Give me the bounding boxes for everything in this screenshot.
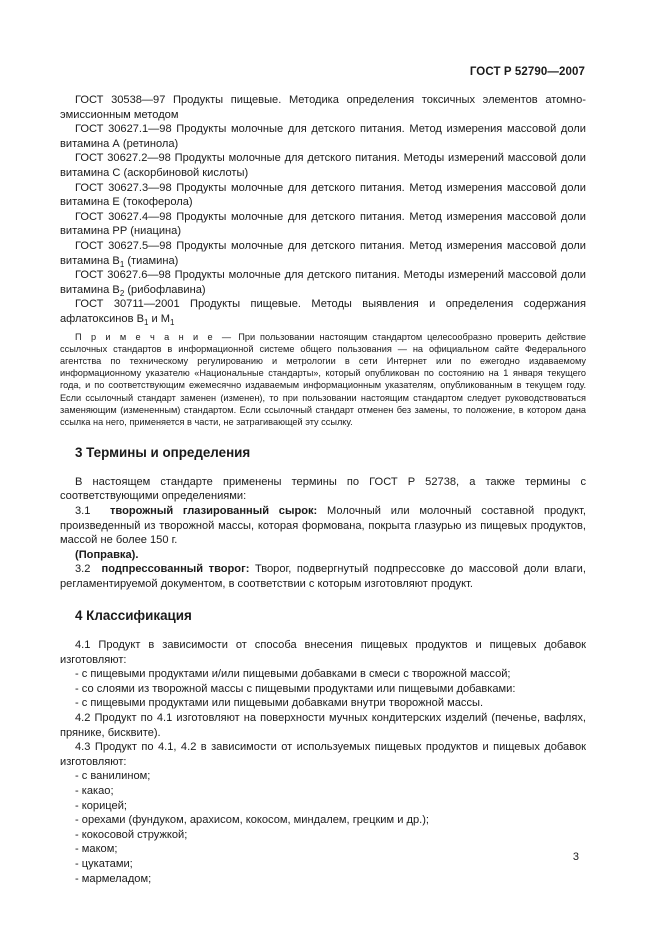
list-item: - корицей;	[75, 799, 127, 812]
reference-item: ГОСТ 30627.3—98 Продукты молочные для детского питания. Метод измерения массовой доли витамина Е (токоферола)	[60, 181, 586, 209]
list-item: - с ванилином;	[75, 770, 151, 783]
term-3-1-name: творожный глазированный сырок:	[109, 504, 318, 517]
page-number: 3	[572, 851, 579, 863]
list-item: - с пищевыми продуктами и/или пищевыми добавками в смеси с творожной массой;	[75, 668, 511, 681]
note-label: П р и м е ч а н и е —	[75, 331, 234, 342]
paragraph-4-1: 4.1 Продукт в зависимости от способа внесения пищевых продуктов и пищевых добавок изготовляют:	[60, 639, 586, 666]
section-4-title: 4 Классификация	[75, 608, 192, 624]
paragraph-4-2: 4.2 Продукт по 4.1 изготовляют на поверхности мучных кондитерских изделий (печенье, вафлях, прянике, бисквите).	[60, 712, 586, 739]
list-item: - кокосовой стружкой;	[75, 828, 188, 841]
reference-item: ГОСТ 30538—97 Продукты пищевые. Методика определения токсичных элементов атомно-эмиссионным методом	[60, 94, 586, 121]
reference-item: ГОСТ 30627.4—98 Продукты молочные для детского питания. Метод измерения массовой доли витамина РР (ниацина)	[60, 210, 586, 238]
correction-note: (Поправка).	[75, 548, 139, 561]
term-3-2-name: подпрессованный творог:	[101, 563, 250, 576]
reference-item: ГОСТ 30711—2001 Продукты пищевые. Методы выявления и определения содержания афлатоксинов $В_1$ и $М_1$	[60, 298, 586, 327]
note-paragraph	[60, 331, 586, 429]
note-text: При пользовании настоящим стандартом целесообразно проверить действие ссылочных стандартов в информационной системе общего пользования — на официальном сайте Федерального агентства по техническому регулированию и метрологии в сети Интернет или по ежегодно издаваемому информационному указателю «Национальные стандарты», который опубликован по состоянию на 1 января текущего года, и по соответствующим ежемесячно издаваемым информационным указателям, опубликованным в текущем году. Если ссылочный стандарт заменен (изменен), то при пользовании настоящим стандартом следует руководствоваться заменяющим (измененным) стандартом. Если ссылочный стандарт отменен без замены, то положение, в котором дана ссылка на него, применяется в части, не затрагивающей эту ссылку.	[60, 331, 586, 427]
term-3-1: 3.1 творожный глазированный сырок: Молочный или молочный составной продукт, произведенный из творожной массы, которая формована, покрыта глазурью из пищевых продуктов, массой не более 150 г.	[60, 504, 586, 547]
list-item: - орехами (фундуком, арахисом, кокосом, миндалем, грецким и др.);	[75, 814, 429, 827]
section-3-title: 3 Термины и определения	[75, 445, 251, 461]
document-body	[60, 93, 586, 886]
list-item: - цукатами;	[75, 857, 133, 870]
document-id-header: ГОСТ Р 52790—2007	[469, 66, 585, 78]
list-item: - маком;	[75, 843, 118, 856]
reference-item: ГОСТ 30627.1—98 Продукты молочные для детского питания. Метод измерения массовой доли витамина А (ретинола)	[60, 123, 586, 150]
section-3-intro: В настоящем стандарте применены термины по ГОСТ Р 52738, а также термины с соответствующими определениями:	[60, 475, 586, 503]
paragraph-4-3: 4.3 Продукт по 4.1, 4.2 в зависимости от используемых пищевых продуктов и пищевых добавок изготовляют:	[60, 741, 586, 768]
reference-item: ГОСТ 30627.6—98 Продукты молочные для детского питания. Методы измерений массовой доли витамина $В_2$ (рибофлавина)	[60, 269, 586, 298]
list-item: - мармеладом;	[75, 872, 152, 885]
reference-item: ГОСТ 30627.2—98 Продукты молочные для детского питания. Методы измерений массовой доли витамина С (аскорбиновой кислоты)	[60, 152, 586, 179]
list-item: - со слоями из творожной массы с пищевыми продуктами или пищевыми добавками:	[75, 682, 516, 695]
term-3-2: 3.2 подпрессованный творог: Творог, подвергнутый подпрессовке до массовой доли влаги, регламентируемой документом, в соответствии с которым изготовляют продукт.	[60, 563, 586, 590]
list-item: - какао;	[75, 785, 114, 797]
list-item: - с пищевыми продуктами или пищевыми добавками внутри творожной массы.	[75, 697, 484, 710]
reference-item: ГОСТ 30627.5—98 Продукты молочные для детского питания. Метод измерения массовой доли витамина $В_1$ (тиамина)	[60, 239, 586, 269]
